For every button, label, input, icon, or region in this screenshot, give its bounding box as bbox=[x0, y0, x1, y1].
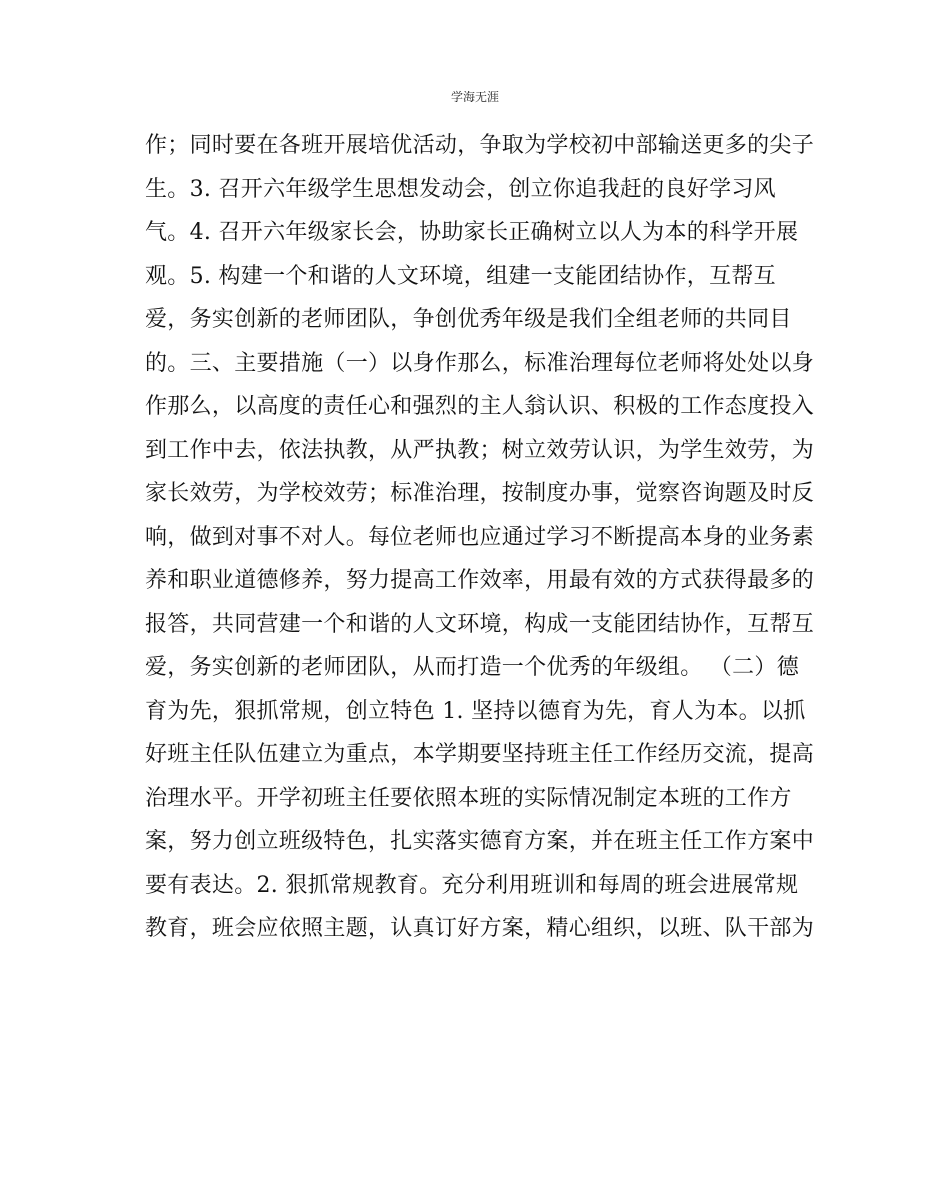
text-line: 育为先，狠抓常规，创立特色 1. 坚持以德育为先，育人为本。以抓 bbox=[145, 698, 806, 724]
text-line: 治理水平。开学初班主任要依照本班的实际情况制定本班的工作方 bbox=[145, 785, 792, 811]
text-line: 爱，务实创新的老师团队，从而打造一个优秀的年级组。 （二）德 bbox=[145, 655, 799, 680]
text-line: 家长效劳，为学校效劳；标准治理，按制度办事，觉察咨询题及时反 bbox=[145, 481, 815, 506]
text-line: 响，做到对事不对人。每位老师也应通过学习不断提高本身的业务素 bbox=[145, 524, 815, 550]
text-line: 教育，班会应依照主题，认真订好方案，精心组织，以班、队干部为 bbox=[145, 916, 815, 941]
text-line: 作那么，以高度的责任心和强烈的主人翁认识、积极的工作态度投入 bbox=[145, 394, 815, 419]
text-line: 生。3. 召开六年级学生思想发动会，创立你追我赶的良好学习风 bbox=[145, 176, 776, 202]
text-line: 爱，务实创新的老师团队，争创优秀年级是我们全组老师的共同目 bbox=[145, 307, 792, 332]
text-line: 案，努力创立班级特色，扎实落实德育方案，并在班主任工作方案中 bbox=[145, 829, 815, 854]
text-line: 养和职业道德修养，努力提高工作效率，用最有效的方式获得最多的 bbox=[145, 568, 815, 593]
text-line: 报答，共同营建一个和谐的人文环境，构成一支能团结协作，互帮互 bbox=[145, 611, 815, 637]
page-header: 学海无涯 bbox=[450, 90, 499, 104]
text-line: 到工作中去，依法执教，从严执教；树立效劳认识，为学生效劳，为 bbox=[145, 437, 815, 463]
text-line: 观。5. 构建一个和谐的人文环境，组建一支能团结协作，互帮互 bbox=[145, 263, 776, 289]
text-line: 的。三、主要措施（一）以身作那么，标准治理每位老师将处处以身 bbox=[145, 350, 815, 376]
text-line: 好班主任队伍建立为重点，本学期要坚持班主任工作经历交流，提高 bbox=[145, 742, 815, 767]
text-line: 气。4. 召开六年级家长会，协助家长正确树立以人为本的科学开展 bbox=[145, 220, 799, 245]
document-body bbox=[145, 124, 815, 951]
text-line: 要有表达。2. 狠抓常规教育。充分利用班训和每周的班会进展常规 bbox=[145, 872, 799, 898]
text-line: 作；同时要在各班开展培优活动，争取为学校初中部输送更多的尖子 bbox=[145, 133, 815, 158]
